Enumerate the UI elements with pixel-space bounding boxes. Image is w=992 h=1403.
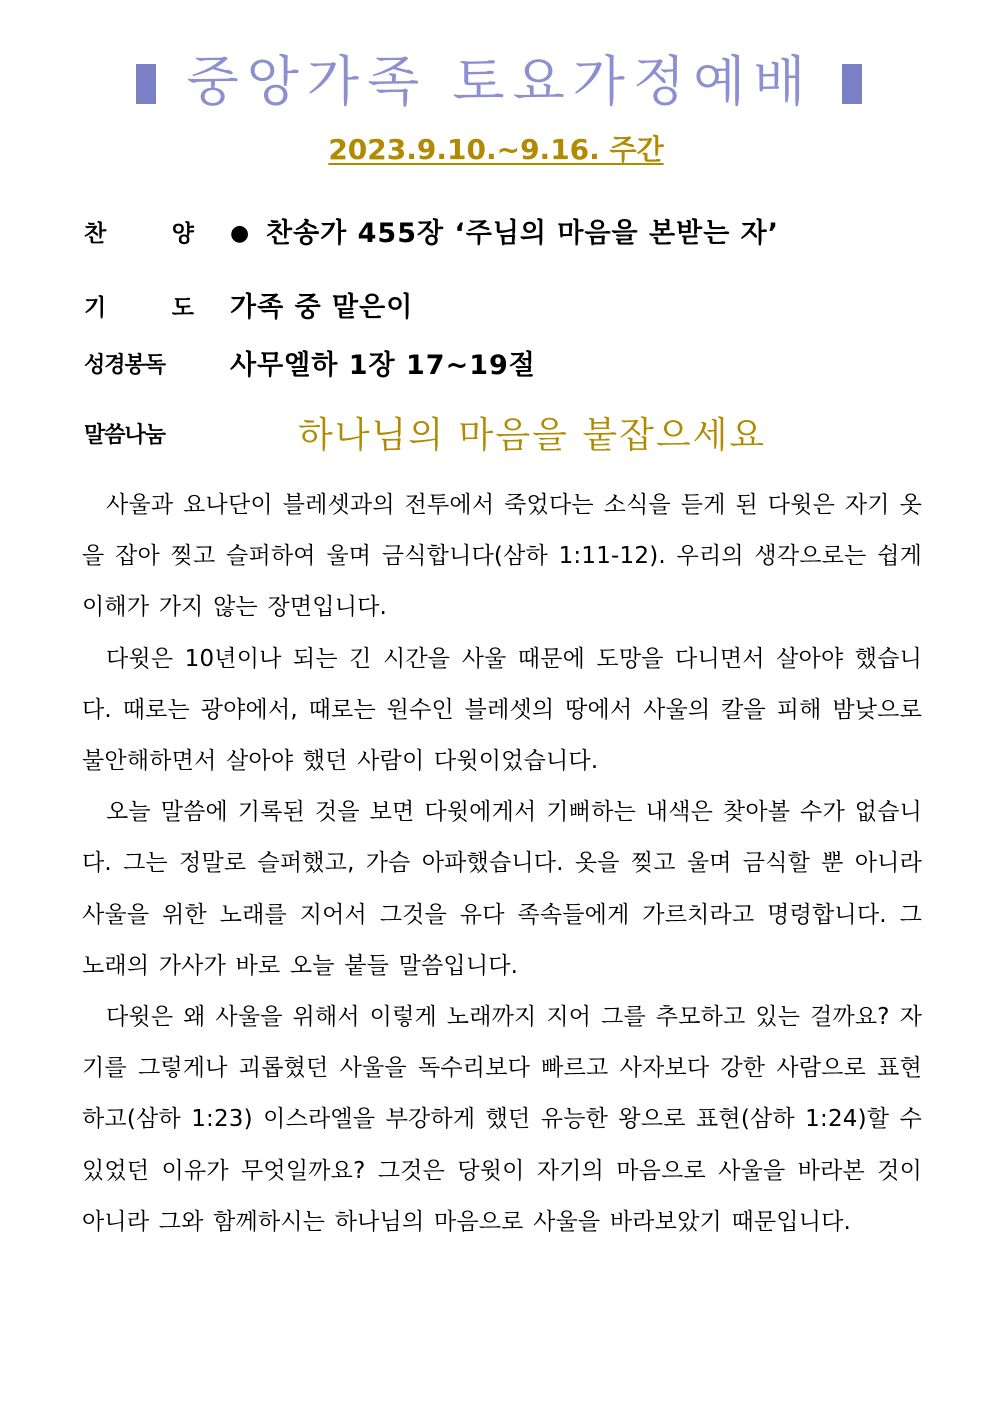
sermon-label: 말씀나눔 bbox=[84, 423, 166, 448]
prayer-row bbox=[84, 286, 944, 330]
title-row bbox=[0, 42, 992, 122]
week-range bbox=[0, 126, 992, 174]
hymn-value: 찬송가 455장 ‘주님의 마음을 본받는 자’ bbox=[266, 218, 780, 249]
sermon-title: 하나님의 마음을 붙잡으세요 bbox=[298, 415, 767, 456]
hymn-label-char-2: 양 bbox=[171, 221, 194, 247]
prayer-label-char-2: 도 bbox=[171, 295, 194, 321]
page-title: 중앙가족 토요가정예배 bbox=[186, 50, 814, 113]
week-range-text: 2023.9.10.~9.16. 주간 bbox=[328, 133, 664, 166]
prayer-label-char-1: 기 bbox=[84, 295, 107, 321]
hymn-label-char-1: 찬 bbox=[84, 221, 107, 247]
bullet-icon: ● bbox=[230, 221, 250, 246]
sermon-row bbox=[84, 410, 944, 462]
reading-value: 사무엘하 1장 17~19절 bbox=[230, 350, 536, 381]
prayer-value: 가족 중 맡은이 bbox=[230, 292, 414, 323]
body-paragraph-1: 사울과 요나단이 블레셋과의 전투에서 죽었다는 소식을 듣게 된 다윗은 자기 옷을 잡아 찢고 슬퍼하여 울며 금식합니다(삼하 1:11-12). 우리의 생각으로는 쉽게 이해가 가지 않는 장면입니다. bbox=[82, 492, 922, 621]
hymn-label bbox=[84, 212, 194, 256]
reading-label: 성경봉독 bbox=[84, 353, 166, 378]
reading-row bbox=[84, 344, 944, 388]
body-paragraph-2: 다윗은 10년이나 되는 긴 시간을 사울 때문에 도망을 다니면서 살아야 했습니다. 때로는 광야에서, 때로는 원수인 블레셋의 땅에서 사울의 칼을 피해 밤낮으로 불안해하면서 살아야 했던 사람이 다윗이었습니다. bbox=[82, 645, 922, 775]
prayer-label bbox=[84, 286, 194, 330]
title-bar-right-decoration bbox=[842, 64, 862, 104]
hymn-row bbox=[84, 212, 944, 256]
title-bar-left-decoration bbox=[136, 64, 156, 104]
sermon-body bbox=[82, 480, 922, 1248]
body-paragraph-4: 다윗은 왜 사울을 위해서 이렇게 노래까지 지어 그를 추모하고 있는 걸까요? 자기를 그렇게나 괴롭혔던 사울을 독수리보다 빠르고 사자보다 강한 사람으로 표현하고(삼하 1:23) 이스라엘을 부강하게 했던 유능한 왕으로 표현(삼하 1:24)할 수 있었던 이유가 무엇일까요? 그것은 당윗이 자기의 마음으로 사울을 바라본 것이 아니라 그와 함께하시는 하나님의 마음으로 사울을 바라보았기 때문입니다. bbox=[82, 1004, 922, 1235]
body-paragraph-3: 오늘 말씀에 기록된 것을 보면 다윗에게서 기뻐하는 내색은 찾아볼 수가 없습니다. 그는 정말로 슬퍼했고, 가슴 아파했습니다. 옷을 찢고 울며 금식할 뿐 아니라 사울을 위한 노래를 지어서 그것을 유다 족속들에게 가르치라고 명령합니다. 그 노래의 가사가 바로 오늘 붙들 말씀입니다. bbox=[82, 799, 922, 979]
